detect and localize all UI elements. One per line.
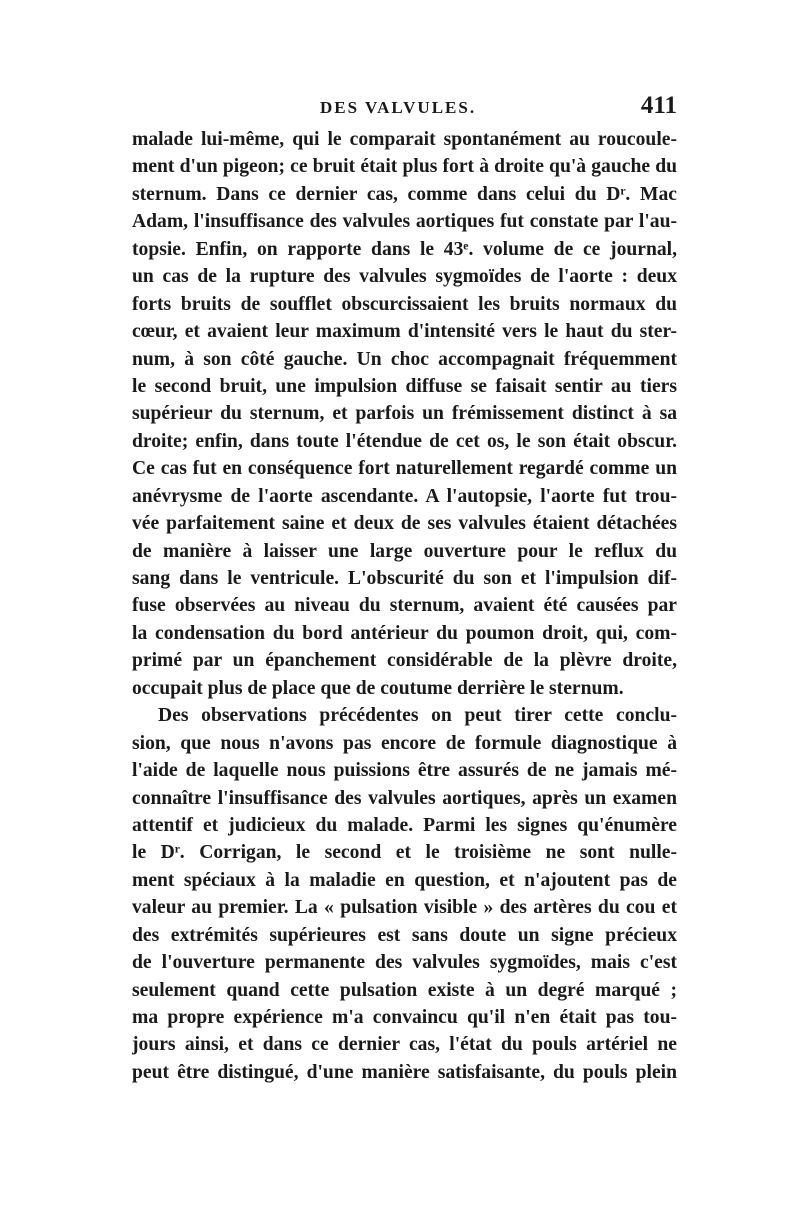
text-line: ma propre expérience m'a convaincu qu'il n'en était pas tou- — [132, 1007, 677, 1028]
text-line: droite; enfin, dans toute l'étendue de cet os, le son était obscur. — [132, 430, 677, 452]
text-line: sternum. Dans ce dernier cas, comme dans celui du Dʳ. Mac — [132, 183, 677, 205]
text-line: le Dʳ. Corrigan, le second et le troisième ne sont nulle- — [132, 842, 677, 864]
text-line: peut être distingué, d'une manière satisfaisante, du pouls plein — [132, 1061, 677, 1083]
text-line: jours ainsi, et dans ce dernier cas, l'état du pouls artériel ne — [132, 1034, 677, 1056]
text-line: l'aide de laquelle nous puissions être assurés de ne jamais mé- — [132, 760, 677, 782]
text-line: topsie. Enfin, on rapporte dans le 43ᵉ. volume de ce journal, — [132, 238, 677, 260]
text-line: anévrysme de l'aorte ascendante. A l'autopsie, l'aorte fut trou- — [132, 485, 677, 507]
text-line: vée parfaitement saine et deux de ses valvules étaient détachées — [132, 513, 677, 535]
text-line: sion, que nous n'avons pas encore de formule diagnostique à — [132, 732, 677, 754]
text-line: ment d'un pigeon; ce bruit était plus fort à droite qu'à gauche du — [132, 156, 677, 178]
text-line: connaître l'insuffisance des valvules aortiques, après un examen — [132, 787, 677, 809]
text-line: seulement quand cette pulsation existe à un degré marqué ; — [132, 979, 677, 1001]
text-line: primé par un épanchement considérable de la plèvre droite, — [132, 650, 677, 672]
text-line: fuse observées au niveau du sternum, avaient été causées par — [132, 595, 677, 617]
page-number: 411 — [640, 92, 677, 119]
text-line: valeur au premier. La « pulsation visible » des artères du cou et — [132, 897, 677, 919]
text-line: un cas de la rupture des valvules sygmoïdes de l'aorte : deux — [132, 266, 677, 288]
text-line: des extrémités supérieures est sans doute un signe précieux — [132, 924, 677, 946]
text-line: Adam, l'insuffisance des valvules aortiques fut constate par l'au- — [132, 211, 677, 233]
paragraph-end-line: occupait plus de place que de coutume derrière le sternum. — [132, 677, 624, 699]
text-line: Ce cas fut en conséquence fort naturellement regardé comme un — [132, 458, 677, 480]
running-title: DES VALVULES. — [320, 98, 477, 117]
text-line: de manière à laisser une large ouverture pour le reflux du — [132, 540, 677, 562]
body-text — [132, 126, 677, 1086]
text-line: cœur, et avaient leur maximum d'intensité vers le haut du ster- — [132, 321, 677, 343]
text-line: num, à son côté gauche. Un choc accompagnait fréquemment — [132, 348, 677, 370]
text-line: le second bruit, une impulsion diffuse se faisait sentir au tiers — [132, 375, 677, 397]
text-line: attentif et judicieux du malade. Parmi les signes qu'énumère — [132, 814, 677, 836]
text-line: la condensation du bord antérieur du poumon droit, qui, com- — [132, 622, 677, 644]
text-line: malade lui-même, qui le comparait spontanément au roucoule- — [132, 129, 677, 150]
text-line: supérieur du sternum, et parfois un frémissement distinct à sa — [132, 403, 677, 425]
text-line: sang dans le ventricule. L'obscurité du son et l'impulsion dif- — [132, 568, 677, 589]
page-header — [132, 92, 677, 126]
text-line: ment spéciaux à la maladie en question, et n'ajoutent pas de — [132, 869, 677, 891]
text-line: forts bruits de soufflet obscurcissaient les bruits normaux du — [132, 293, 677, 315]
paragraph-start-line: Des observations précédentes on peut tirer cette conclu- — [158, 705, 677, 727]
text-line: de l'ouverture permanente des valvules sygmoïdes, mais c'est — [132, 952, 677, 974]
